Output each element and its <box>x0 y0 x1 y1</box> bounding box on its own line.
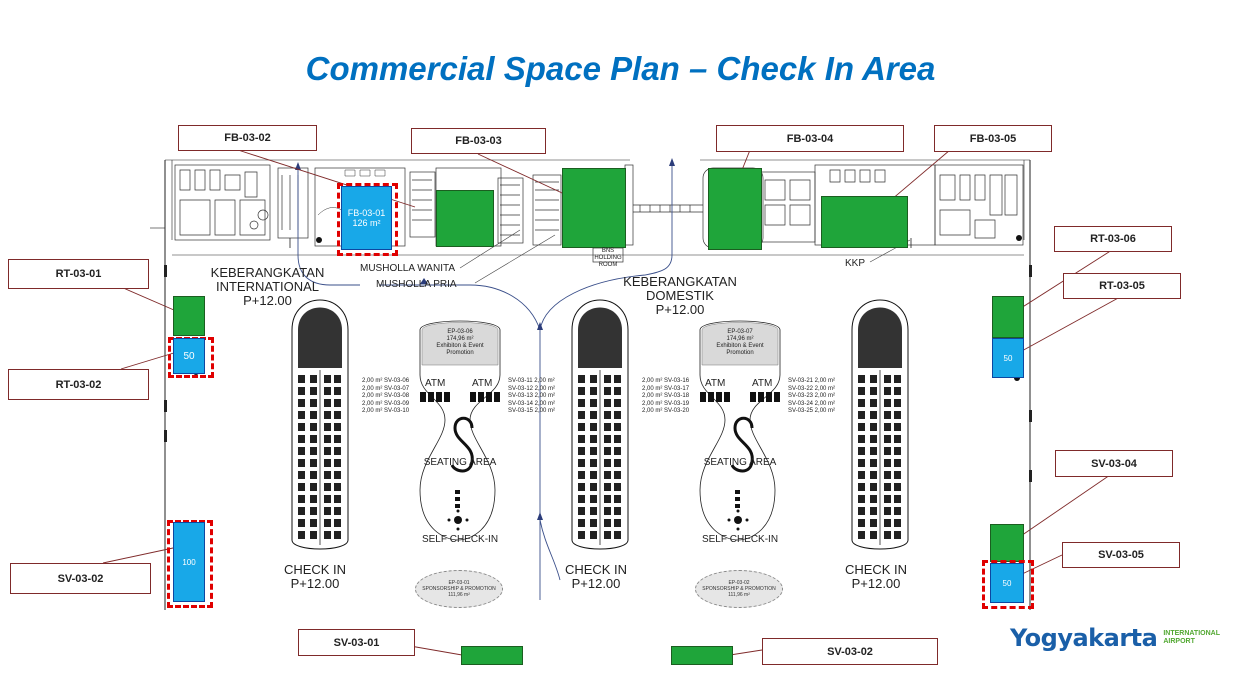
fb-03-01-space[interactable] <box>341 186 392 250</box>
sponsorship-code: EP-03-02 <box>728 580 750 586</box>
label-check-in-2: CHECK IN P+12.00 <box>564 562 628 591</box>
callout-fb-03-03: FB-03-03 <box>411 128 546 154</box>
service-list-left-b: SV-03-11 2,00 m² SV-03-12 2,00 m² SV-03-13 2,00 m² SV-03-14 2,00 m² SV-03-15 2,00 m² <box>508 378 556 414</box>
label-kkp: KKP <box>845 258 866 269</box>
check-in-island-1 <box>292 300 348 549</box>
service-list-left-a: 2,00 m² SV-03-06 2,00 m² SV-03-07 2,00 m² SV-03-08 2,00 m² SV-03-09 2,00 m² SV-03-10 <box>362 378 410 414</box>
exhibition-name: Exhibiton & Event Promotion <box>716 343 764 356</box>
sv-03-02-left-space[interactable] <box>173 522 205 602</box>
sponsorship-area: 111,96 m² <box>728 592 750 598</box>
rt-03-01-space[interactable] <box>173 296 205 336</box>
sv-03-02-value: 100 <box>182 557 196 567</box>
label-self-check-in-1: SELF CHECK-IN <box>421 534 499 545</box>
exhibition-code: EP-03-06 <box>447 329 473 335</box>
callout-fb-03-05: FB-03-05 <box>934 125 1052 152</box>
sponsorship-ep-03-01[interactable] <box>415 570 503 608</box>
logo-name: Yogyakarta <box>1010 624 1158 652</box>
callout-rt-03-02: RT-03-02 <box>8 369 149 400</box>
check-in-island-2 <box>572 300 628 549</box>
label-musholla-pria: MUSHOLLA PRIA <box>376 279 457 290</box>
exhibition-name: Exhibiton & Event Promotion <box>436 343 484 356</box>
callout-sv-03-04: SV-03-04 <box>1055 450 1173 477</box>
label-musholla-wanita: MUSHOLLA WANITA <box>360 263 456 274</box>
exhibition-ep-03-06[interactable] <box>425 329 495 357</box>
callout-sv-03-01: SV-03-01 <box>298 629 415 656</box>
rt-03-05-space[interactable] <box>992 338 1024 378</box>
callout-rt-03-05: RT-03-05 <box>1063 273 1181 299</box>
label-seating-area-2: SEATING AREA <box>703 457 777 468</box>
check-in-island-3 <box>852 300 908 549</box>
label-holding-room: BNS HOLDING ROOM <box>594 248 622 268</box>
service-list-right-a: 2,00 m² SV-03-16 2,00 m² SV-03-17 2,00 m² SV-03-18 2,00 m² SV-03-19 2,00 m² SV-03-20 <box>642 378 690 414</box>
callout-sv-03-02-left: SV-03-02 <box>10 563 151 594</box>
fb-03-03-space[interactable] <box>562 168 626 248</box>
fb-03-04-space[interactable] <box>708 168 762 250</box>
exhibition-area: 174,96 m² <box>726 336 754 342</box>
label-seating-area-1: SEATING AREA <box>423 457 497 468</box>
airport-logo <box>1010 624 1220 652</box>
rt-03-02-value: 50 <box>183 350 195 362</box>
logo-subtitle: INTERNATIONAL AIRPORT <box>1163 630 1220 645</box>
callout-rt-03-06: RT-03-06 <box>1054 226 1172 252</box>
label-departure-international: KEBERANGKATAN INTERNATIONAL P+12.00 <box>210 265 325 308</box>
sponsorship-name: SPONSORSHIP & PROMOTION <box>422 586 496 592</box>
exhibition-code: EP-03-07 <box>727 329 753 335</box>
fb-03-05-space[interactable] <box>821 196 908 248</box>
callout-rt-03-01: RT-03-01 <box>8 259 149 289</box>
label-departure-domestic: KEBERANGKATAN DOMESTIK P+12.00 <box>623 274 737 317</box>
rt-03-02-space[interactable] <box>173 338 205 374</box>
callout-fb-03-02: FB-03-02 <box>178 125 317 151</box>
sponsorship-code: EP-03-01 <box>448 580 470 586</box>
label-check-in-1: CHECK IN P+12.00 <box>283 562 347 591</box>
sv-03-04-space[interactable] <box>990 524 1024 562</box>
sv-03-05-space[interactable] <box>990 563 1024 603</box>
service-list-right-b: SV-03-21 2,00 m² SV-03-22 2,00 m² SV-03-23 2,00 m² SV-03-24 2,00 m² SV-03-25 2,00 m² <box>788 378 836 414</box>
label-atm-3: ATM <box>705 378 726 389</box>
callout-sv-03-05: SV-03-05 <box>1062 542 1180 568</box>
label-atm-1: ATM <box>425 378 446 389</box>
sv-03-01-space[interactable] <box>461 646 523 665</box>
sv-03-02-bottom-space[interactable] <box>671 646 733 665</box>
rt-03-05-value: 50 <box>1003 353 1013 363</box>
label-atm-4: ATM <box>752 378 773 389</box>
sv-03-05-value: 50 <box>1002 578 1012 588</box>
sponsorship-name: SPONSORSHIP & PROMOTION <box>702 586 776 592</box>
page-title: Commercial Space Plan – Check In Area <box>305 50 936 87</box>
sponsorship-area: 111,96 m² <box>448 592 470 598</box>
exhibition-area: 174,96 m² <box>446 336 474 342</box>
callout-fb-03-04: FB-03-04 <box>716 125 904 152</box>
sponsorship-ep-03-02[interactable] <box>695 570 783 608</box>
fb-03-02-space[interactable] <box>436 190 494 247</box>
callout-sv-03-02-bottom: SV-03-02 <box>762 638 938 665</box>
exhibition-ep-03-07[interactable] <box>705 329 775 357</box>
fb-03-01-code: FB-03-01 <box>347 208 386 218</box>
label-check-in-3: CHECK IN P+12.00 <box>844 562 908 591</box>
label-self-check-in-2: SELF CHECK-IN <box>701 534 779 545</box>
rt-03-06-space[interactable] <box>992 296 1024 338</box>
fb-03-01-area: 126 m² <box>352 218 381 228</box>
label-atm-2: ATM <box>472 378 493 389</box>
